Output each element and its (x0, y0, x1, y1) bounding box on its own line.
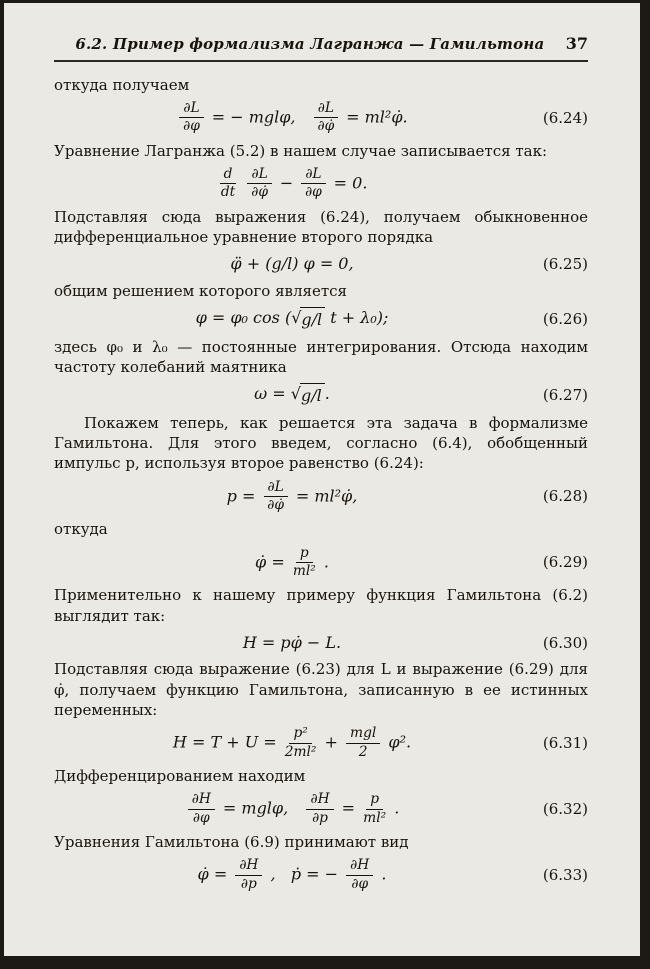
fraction-numerator: d (220, 167, 237, 184)
equation-row (54, 632, 588, 654)
fraction (220, 167, 237, 201)
radicand: g/l (300, 307, 325, 331)
math-text: . (389, 798, 400, 818)
paragraph: Применительно к нашему примеру функция Гамильтона (6.2) выглядит так: (54, 586, 588, 625)
fraction (314, 101, 338, 135)
fraction-numerator: ∂L (314, 101, 338, 118)
radical-sign-icon: √ (290, 384, 301, 404)
math-text: p = (226, 485, 261, 505)
running-header (54, 33, 588, 55)
fraction (346, 858, 373, 892)
page-number: 37 (565, 34, 588, 53)
fraction-denominator: 2ml² (284, 743, 317, 760)
equation (54, 383, 530, 407)
equation-row (54, 792, 588, 826)
equation-row (54, 101, 588, 135)
paragraph: Подставляя сюда выражение (6.23) для L и выражение (6.29) для φ̇, получаем функцию Гамильтона, записанную в ее истинных переменных: (54, 660, 588, 719)
fraction-numerator: ∂L (301, 167, 325, 184)
fraction-numerator: ∂H (235, 858, 262, 875)
math-text: = ml²φ̇. (341, 107, 408, 127)
fraction-numerator: ∂H (188, 792, 215, 809)
square-root (291, 307, 325, 331)
equation-row (54, 546, 588, 580)
fraction (363, 792, 386, 826)
fraction (188, 792, 215, 826)
fraction (293, 546, 316, 580)
equation-row (54, 383, 588, 407)
math-text: = 0. (328, 173, 368, 193)
fraction (301, 167, 325, 201)
equation-row (54, 726, 588, 760)
math-text: φ̈ + (g/l) φ = 0, (230, 254, 354, 274)
math-text: . (324, 384, 330, 404)
header-rule (54, 60, 588, 62)
equation-number: (6.24) (542, 108, 588, 127)
math-text: − (274, 173, 299, 193)
fraction-denominator: ml² (292, 562, 316, 579)
paragraph: общим решением которого является (54, 281, 348, 300)
fraction-denominator: ∂φ (351, 875, 369, 892)
fraction-denominator: ∂φ (183, 118, 200, 135)
fraction-numerator: mgl (346, 726, 380, 743)
math-text: φ². (383, 732, 412, 752)
equation (54, 632, 530, 654)
page-content (54, 75, 588, 893)
paragraph: здесь φ₀ и λ₀ — постоянные интегрирования. Отсюда находим частоту колебаний маятника (54, 337, 588, 376)
paragraph: Уравнения Гамильтона (6.9) принимают вид (54, 833, 409, 852)
math-text: = (336, 798, 361, 818)
fraction-denominator: ∂φ̇ (317, 118, 335, 135)
equation (54, 307, 530, 331)
fraction (346, 726, 380, 760)
math-text: . (376, 864, 387, 884)
equation-row (54, 480, 588, 514)
fraction-numerator: p² (289, 726, 311, 743)
math-text: = − mglφ, (206, 107, 311, 127)
equation-number: (6.25) (542, 254, 588, 273)
equation (54, 792, 530, 826)
equation-number: (6.28) (542, 487, 588, 506)
math-text: . (318, 551, 329, 571)
fraction-numerator: ∂L (264, 480, 288, 497)
fraction (247, 167, 271, 201)
fraction (285, 726, 317, 760)
paragraph: Подставляя сюда выражения (6.24), получаем обыкновенное дифференциальное уравнение второго порядка (54, 207, 588, 246)
math-text: = mglφ, (217, 798, 304, 818)
square-root (291, 383, 325, 407)
math-text: t + λ₀); (325, 308, 389, 328)
math-text: H = pφ̇ − L. (242, 632, 342, 652)
fraction-numerator: ∂H (306, 792, 333, 809)
equation (54, 546, 530, 580)
fraction (264, 480, 288, 514)
fraction-denominator: dt (220, 184, 236, 201)
math-text (239, 173, 244, 192)
fraction-denominator: ∂φ (192, 809, 210, 826)
fraction (235, 858, 262, 892)
math-text: + (319, 732, 344, 752)
fraction-numerator: ∂L (247, 167, 271, 184)
fraction-denominator: ∂φ̇ (251, 184, 268, 201)
equation-number: (6.30) (542, 633, 588, 652)
equation-row (54, 253, 588, 275)
equation-number: (6.31) (542, 734, 588, 752)
equation-row (54, 307, 588, 331)
equation (54, 858, 530, 892)
paragraph: откуда (54, 520, 108, 539)
fraction-numerator: p (296, 546, 313, 563)
paragraph: Дифференцированием находим (54, 767, 306, 786)
header-title: 6.2. Пример формализма Лагранжа — Гамильтона (75, 35, 545, 53)
fraction-denominator: ∂φ̇ (267, 496, 284, 513)
equation (54, 480, 530, 514)
math-text: φ = φ₀ cos ( (195, 308, 292, 328)
equation-number: (6.27) (542, 385, 588, 404)
fraction-numerator: p (366, 792, 383, 809)
paragraph: Уравнение Лагранжа (5.2) в нашем случае записывается так: (54, 141, 548, 160)
math-text: H = T + U = (172, 732, 282, 752)
math-text: , ṗ = − (265, 864, 344, 884)
paragraph: откуда получаем (54, 75, 190, 94)
fraction-denominator: ∂p (312, 809, 328, 826)
radicand: g/l (300, 383, 325, 407)
math-text: φ̇ = (255, 551, 290, 571)
fraction-denominator: ml² (363, 809, 387, 826)
fraction (179, 101, 203, 135)
equation-number: (6.33) (542, 866, 588, 885)
equation (54, 101, 530, 135)
fraction-denominator: ∂φ (305, 184, 322, 201)
paragraph: Покажем теперь, как решается эта задача в формализме Гамильтона. Для этого введем, согласно (6.4), обобщенный импульс p, используя второе равенство (6.24): (54, 413, 588, 473)
fraction (306, 792, 333, 826)
equation-row (54, 858, 588, 892)
equation-number: (6.26) (542, 309, 588, 328)
equation-number: (6.29) (542, 553, 588, 572)
radical-sign-icon: √ (291, 308, 302, 328)
equation (54, 167, 530, 201)
equation-number: (6.32) (542, 800, 588, 819)
equation-row (54, 167, 588, 201)
math-text: ω = (254, 384, 291, 404)
math-text: φ̇ = (197, 864, 233, 884)
fraction-numerator: ∂H (346, 858, 373, 875)
equation (54, 253, 530, 275)
equation (54, 726, 530, 760)
fraction-denominator: ∂p (240, 875, 257, 892)
fraction-denominator: 2 (358, 743, 368, 760)
fraction-numerator: ∂L (179, 101, 203, 118)
math-text: = ml²φ̇, (290, 485, 358, 505)
